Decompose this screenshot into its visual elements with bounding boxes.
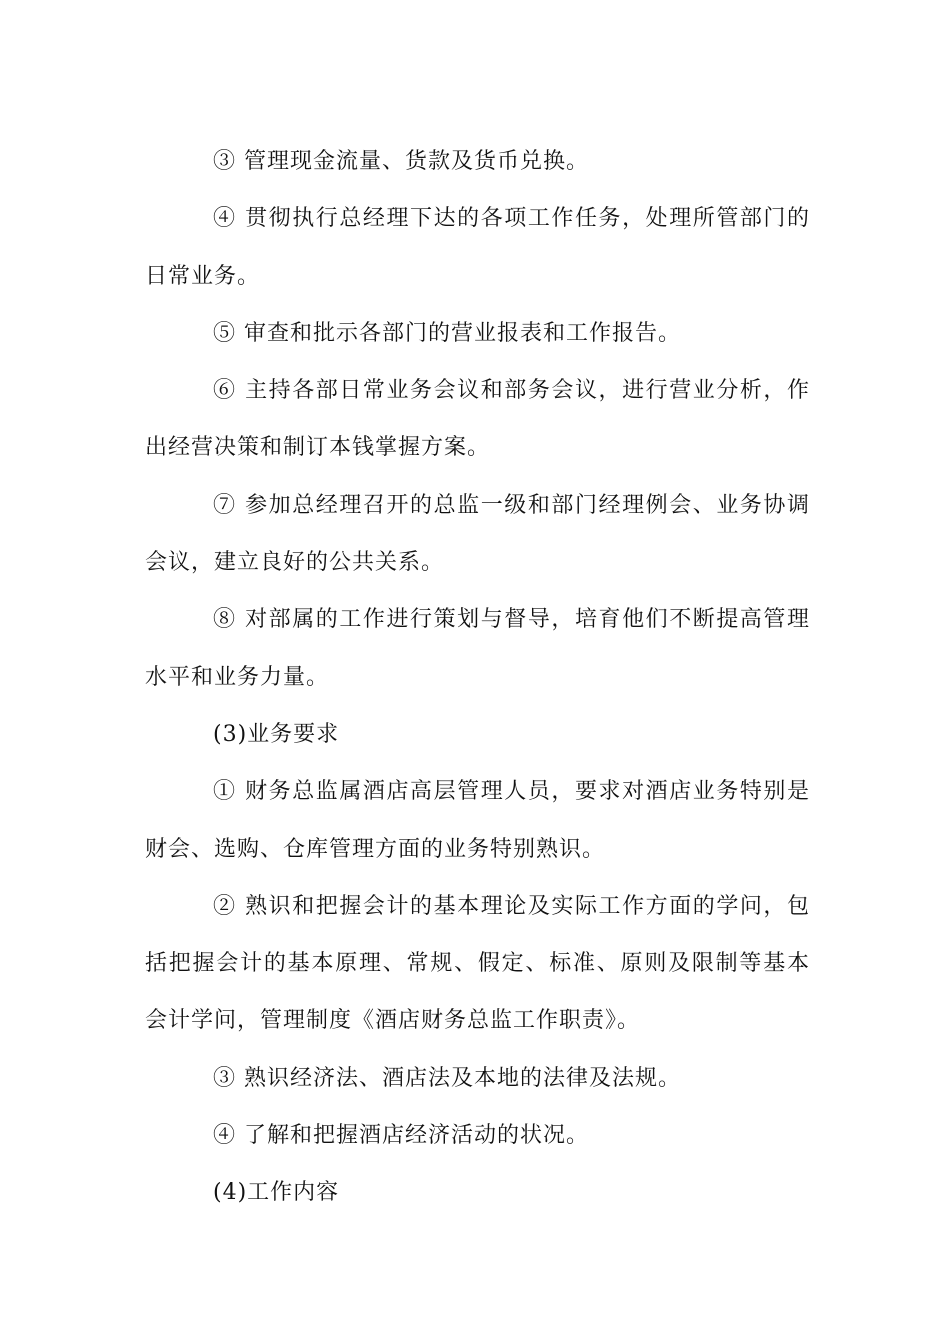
paragraph-laws-regulations: ③ 熟识经济法、酒店法及本地的法律及法规。 bbox=[213, 1065, 681, 1091]
paragraph-review-reports: ⑤ 审查和批示各部门的营业报表和工作报告。 bbox=[213, 320, 681, 346]
section-heading-business-requirements: (3)业务要求 bbox=[213, 721, 340, 747]
section-heading-work-content: (4)工作内容 bbox=[213, 1180, 340, 1206]
paragraph-attend-meetings: ⑦ 参加总经理召开的总监一级和部门经理例会、业务协调会议，建立良好的公共关系。 bbox=[145, 492, 810, 576]
paragraph-economic-activities: ④ 了解和把握酒店经济活动的状况。 bbox=[213, 1123, 589, 1149]
paragraph-execute-tasks: ④ 贯彻执行总经理下达的各项工作任务，处理所管部门的日常业务。 bbox=[145, 206, 810, 289]
paragraph-senior-management: ① 财务总监属酒店高层管理人员，要求对酒店业务特别是财会、选购、仓库管理方面的业务特别熟识。 bbox=[145, 779, 810, 862]
paragraph-cash-management: ③ 管理现金流量、货款及货币兑换。 bbox=[213, 149, 589, 174]
document-body bbox=[145, 133, 810, 1222]
paragraph-supervise-staff: ⑧ 对部属的工作进行策划与督导，培育他们不断提高管理水平和业务力量。 bbox=[145, 607, 810, 690]
paragraph-chair-meetings: ⑥ 主持各部日常业务会议和部务会议，进行营业分析，作出经营决策和制订本钱掌握方案。 bbox=[145, 378, 810, 461]
paragraph-accounting-knowledge: ② 熟识和把握会计的基本理论及实际工作方面的学问，包括把握会计的基本原理、常规、假定、标准、原则及限制等基本会计学问，管理制度《酒店财务总监工作职责》。 bbox=[145, 893, 810, 1034]
